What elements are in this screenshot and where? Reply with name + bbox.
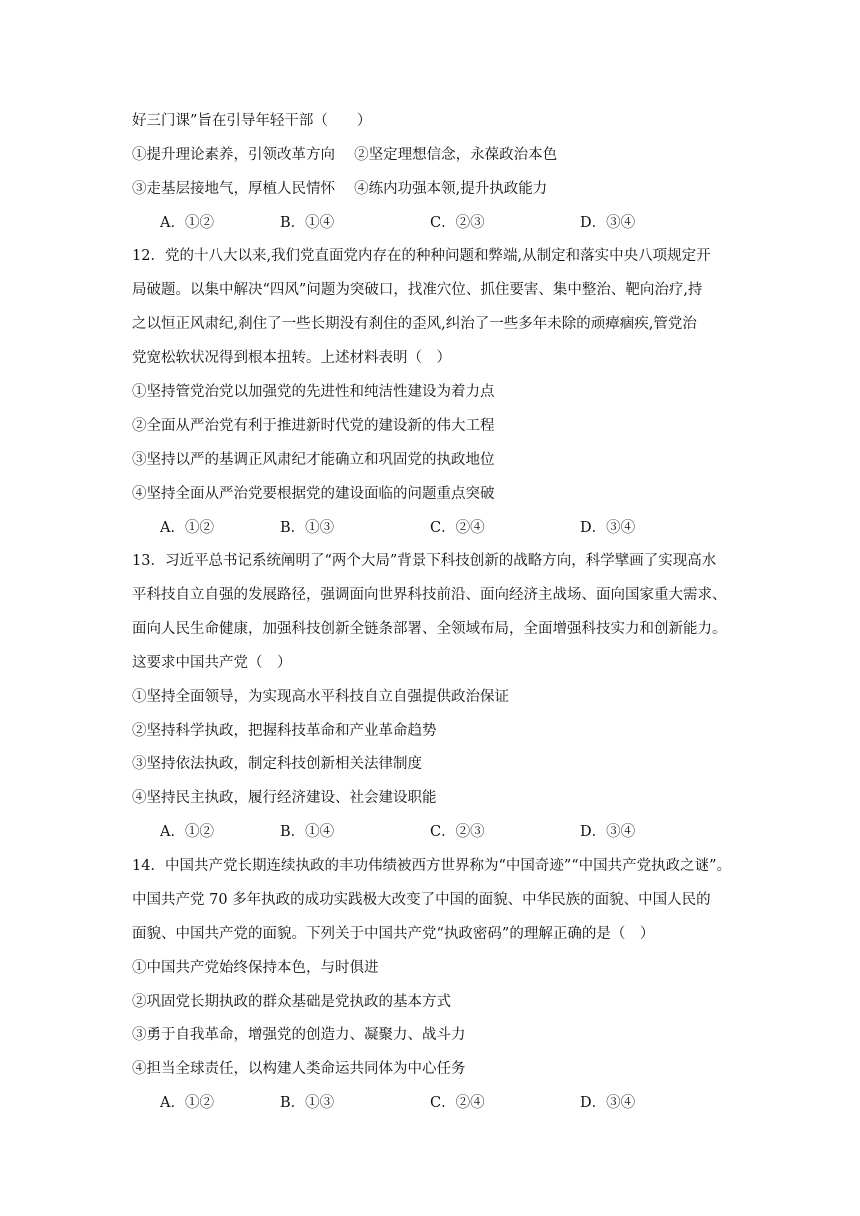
q13-statement: ①坚持全面领导，为实现高水平科技自立自强提供政治保证	[132, 689, 509, 705]
q14-stem-line: 面貌、中国共产党的面貌。下列关于中国共产党“执政密码”的理解正确的是（ ）	[132, 926, 655, 942]
q11-option-d[interactable]: D．③④	[580, 215, 636, 231]
q13-stem-line: 这要求中国共产党（ ）	[132, 655, 292, 671]
q14-option-c[interactable]: C．②④	[430, 1095, 485, 1111]
q12-statement: ③坚持以严的基调正风肃纪才能确立和巩固党的执政地位	[132, 452, 495, 468]
q14-option-a[interactable]: A．①②	[160, 1095, 214, 1111]
q11-statements-3-4: ③走基层接地气，厚植人民情怀 ④练内功强本领,提升执政能力	[132, 181, 548, 197]
q14-statement: ①中国共产党始终保持本色，与时俱进	[132, 960, 379, 976]
q12-option-d[interactable]: D．③④	[580, 520, 636, 536]
q13-option-a[interactable]: A．①②	[160, 824, 214, 840]
q12-option-a[interactable]: A．①②	[160, 520, 214, 536]
q13-stem-line: 平科技自立自强的发展路径，强调面向世界科技前沿、面向经济主战场、面向国家重大需求、	[132, 587, 727, 603]
q14-stem-line: 14．中国共产党长期连续执政的丰功伟绩被西方世界称为“中国奇迹”“中国共产党执政之谜”。	[132, 858, 732, 874]
q11-option-c[interactable]: C．②③	[430, 215, 485, 231]
q11-statements-1-2: ①提升理论素养，引领改革方向 ②坚定理想信念，永葆政治本色	[132, 147, 558, 163]
q14-option-d[interactable]: D．③④	[580, 1095, 636, 1111]
q12-option-b[interactable]: B．①③	[280, 520, 335, 536]
q13-statement: ③坚持依法执政，制定科技创新相关法律制度	[132, 756, 422, 772]
q14-statement: ④担当全球责任，以构建人类命运共同体为中心任务	[132, 1061, 466, 1077]
q13-stem-line: 面向人民生命健康，加强科技创新全链条部署、全领域布局，全面增强科技实力和创新能力。	[132, 621, 727, 637]
q11-option-a[interactable]: A．①②	[160, 215, 214, 231]
q14-options	[160, 1093, 680, 1113]
q13-options	[160, 822, 680, 842]
q14-statement: ②巩固党长期执政的群众基础是党执政的基本方式	[132, 994, 451, 1010]
q12-stem-line: 局破题。以集中解决“四风”问题为突破口，找准穴位、抓住要害、集中整治、靶向治疗,持	[132, 282, 703, 298]
q14-statement: ③勇于自我革命，增强党的创造力、凝聚力、战斗力	[132, 1027, 466, 1043]
q12-stem-line: 12．党的十八大以来,我们党直面党内存在的种种问题和弊端,从制定和落实中央八项规定开	[132, 248, 711, 264]
q12-statement: ②全面从严治党有利于推进新时代党的建设新的伟大工程	[132, 418, 495, 434]
q12-options	[160, 518, 680, 538]
q11-option-b[interactable]: B．①④	[280, 215, 335, 231]
q13-option-c[interactable]: C．②③	[430, 824, 485, 840]
q13-stem-line: 13．习近平总书记系统阐明了“两个大局”背景下科技创新的战略方向，科学擘画了实现高水	[132, 553, 717, 569]
q11-stem-tail: 好三门课”旨在引导年轻干部（ ）	[132, 113, 372, 129]
q13-statement: ④坚持民主执政，履行经济建设、社会建设职能	[132, 790, 437, 806]
q12-statement: ④坚持全面从严治党要根据党的建设面临的问题重点突破	[132, 486, 495, 502]
q12-stem-line: 党宽松软状况得到根本扭转。上述材料表明（ ）	[132, 350, 451, 366]
q12-statement: ①坚持管党治党以加强党的先进性和纯洁性建设为着力点	[132, 384, 495, 400]
q12-stem-line: 之以恒正风肃纪,刹住了一些长期没有刹住的歪风,纠治了一些多年未除的顽瘴痼疾,管党治	[132, 316, 697, 332]
q13-statement: ②坚持科学执政，把握科技革命和产业革命趋势	[132, 723, 437, 739]
q13-option-b[interactable]: B．①④	[280, 824, 335, 840]
q14-option-b[interactable]: B．①③	[280, 1095, 335, 1111]
q12-option-c[interactable]: C．②④	[430, 520, 485, 536]
q13-option-d[interactable]: D．③④	[580, 824, 636, 840]
q14-stem-line: 中国共产党 70 多年执政的成功实践极大改变了中国的面貌、中华民族的面貌、中国人民的	[132, 892, 711, 908]
q11-options	[160, 213, 680, 233]
